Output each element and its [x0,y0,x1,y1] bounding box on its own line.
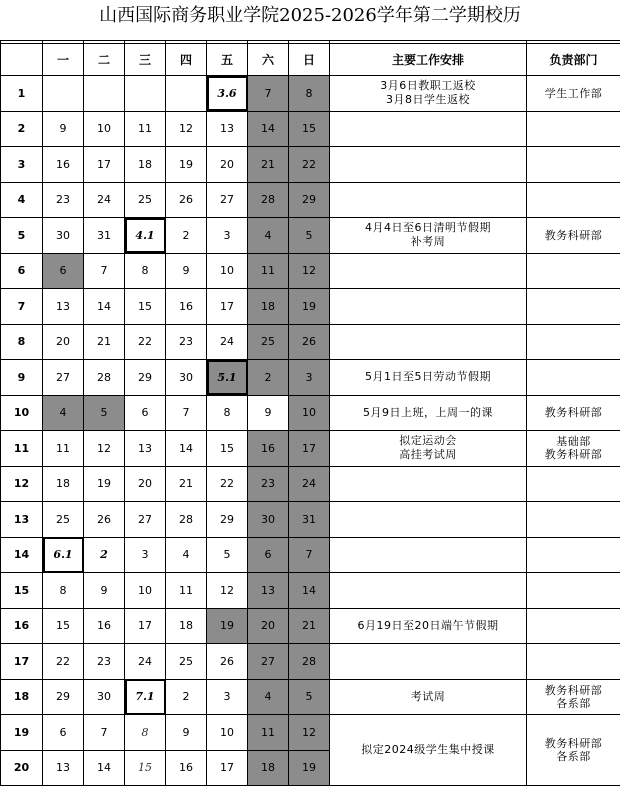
week-row [1,360,620,396]
day-cell-tue: 26 [84,502,125,538]
day-cell-thu: 7 [166,395,207,431]
day-cell-sat: 23 [248,466,289,502]
day-cell-wed [125,76,166,112]
department-cell [527,431,620,467]
day-cell-fri: 5 [207,537,248,573]
day-cell-mon: 25 [43,502,84,538]
day-cell-mon: 23 [43,182,84,218]
header-sat: 六 [248,44,289,76]
header-mon: 一 [43,44,84,76]
work-arrangement-cell [330,76,527,112]
day-cell-wed: 22 [125,324,166,360]
day-cell-thu: 16 [166,289,207,325]
department-cell [527,537,620,573]
day-cell-thu: 2 [166,679,207,715]
week-row [1,324,620,360]
day-cell-mon: 16 [43,147,84,183]
week-number: 4 [1,182,43,218]
day-cell-sun: 22 [289,147,330,183]
day-cell-thu: 12 [166,111,207,147]
week-number: 14 [1,537,43,573]
header-sun: 日 [289,44,330,76]
week-number: 2 [1,111,43,147]
day-cell-sun: 3 [289,360,330,396]
day-cell-fri: 13 [207,111,248,147]
day-cell-tue: 17 [84,147,125,183]
day-cell-fri: 24 [207,324,248,360]
day-cell-sun: 8 [289,76,330,112]
work-arrangement-cell [330,466,527,502]
day-cell-fri: 17 [207,750,248,786]
day-cell-sat: 13 [248,573,289,609]
calendar-title: 山西国际商务职业学院2025-2026学年第二学期校历 [0,0,620,31]
day-cell-fri: 3 [207,218,248,254]
day-cell-wed: 17 [125,608,166,644]
week-row [1,644,620,680]
day-cell-wed: 25 [125,182,166,218]
work-arrangement-cell [330,360,527,396]
day-cell-mon: 15 [43,608,84,644]
header-wed: 三 [125,44,166,76]
department-cell [527,395,620,431]
day-cell-sun: 5 [289,679,330,715]
week-number: 16 [1,608,43,644]
department-cell [527,76,620,112]
work-arrangement-cell [330,537,527,573]
day-cell-sat: 6 [248,537,289,573]
week-row [1,431,620,467]
week-row [1,608,620,644]
day-cell-fri: 12 [207,573,248,609]
work-arrangement-cell [330,218,527,254]
day-cell-mon: 13 [43,289,84,325]
day-cell-sun: 15 [289,111,330,147]
work-arrangement-cell [330,679,527,715]
week-row [1,573,620,609]
day-cell-thu: 14 [166,431,207,467]
day-cell-mon: 18 [43,466,84,502]
day-cell-sat: 14 [248,111,289,147]
day-cell-thu: 11 [166,573,207,609]
work-arrangement-cell [330,715,527,786]
week-row [1,715,620,751]
day-cell-thu: 4 [166,537,207,573]
day-cell-sat: 4 [248,218,289,254]
day-cell-wed: 8 [125,715,166,751]
day-cell-thu: 23 [166,324,207,360]
week-number: 19 [1,715,43,751]
day-cell-mon: 11 [43,431,84,467]
day-cell-mon: 9 [43,111,84,147]
day-cell-mon: 6 [43,715,84,751]
day-cell-tue: 10 [84,111,125,147]
day-cell-mon: 6.1 [43,537,84,573]
department-cell [527,253,620,289]
work-arrangement-cell [330,644,527,680]
day-cell-sat: 7 [248,76,289,112]
week-number: 1 [1,76,43,112]
day-cell-sun: 26 [289,324,330,360]
day-cell-fri: 8 [207,395,248,431]
day-cell-fri: 3 [207,679,248,715]
department-line: 教务科研部 [527,229,620,242]
day-cell-sun: 17 [289,431,330,467]
day-cell-thu: 25 [166,644,207,680]
day-cell-fri: 15 [207,431,248,467]
department-cell [527,679,620,715]
work-line: 拟定运动会 [330,434,526,448]
week-number: 18 [1,679,43,715]
work-arrangement-cell [330,289,527,325]
header-row [1,44,620,76]
day-cell-thu: 26 [166,182,207,218]
day-cell-wed: 27 [125,502,166,538]
day-cell-tue: 14 [84,289,125,325]
day-cell-mon: 4 [43,395,84,431]
department-cell [527,289,620,325]
department-line: 各系部 [527,697,620,710]
week-row [1,466,620,502]
work-line: 5月1日至5日劳动节假期 [330,370,526,384]
week-row [1,289,620,325]
department-line: 教务科研部 [527,684,620,697]
day-cell-fri: 20 [207,147,248,183]
day-cell-thu: 18 [166,608,207,644]
day-cell-tue: 24 [84,182,125,218]
day-cell-wed: 24 [125,644,166,680]
department-line: 教务科研部 [527,406,620,419]
day-cell-sun: 10 [289,395,330,431]
week-number: 9 [1,360,43,396]
week-number: 20 [1,750,43,786]
day-cell-tue: 9 [84,573,125,609]
week-row [1,111,620,147]
day-cell-sat: 9 [248,395,289,431]
work-line: 3月8日学生返校 [330,93,526,107]
work-line: 4月4日至6日清明节假期 [330,221,526,235]
work-arrangement-cell [330,253,527,289]
day-cell-sun: 21 [289,608,330,644]
work-arrangement-cell [330,431,527,467]
day-cell-sat: 18 [248,750,289,786]
day-cell-sat: 16 [248,431,289,467]
day-cell-sun: 31 [289,502,330,538]
work-line: 补考周 [330,235,526,249]
day-cell-sat: 30 [248,502,289,538]
work-arrangement-cell [330,324,527,360]
week-number: 3 [1,147,43,183]
department-cell [527,608,620,644]
day-cell-fri: 19 [207,608,248,644]
day-cell-sun: 14 [289,573,330,609]
day-cell-wed: 4.1 [125,218,166,254]
department-cell [527,324,620,360]
day-cell-thu: 19 [166,147,207,183]
week-row [1,182,620,218]
day-cell-fri: 5.1 [207,360,248,396]
day-cell-sun: 5 [289,218,330,254]
day-cell-wed: 18 [125,147,166,183]
department-cell [527,715,620,786]
work-line: 6月19日至20日端午节假期 [330,619,526,633]
header-work: 主要工作安排 [330,44,527,76]
day-cell-sat: 27 [248,644,289,680]
day-cell-wed: 3 [125,537,166,573]
day-cell-tue: 16 [84,608,125,644]
work-arrangement-cell [330,395,527,431]
week-row [1,502,620,538]
week-row [1,76,620,112]
day-cell-thu: 16 [166,750,207,786]
day-cell-fri: 29 [207,502,248,538]
day-cell-mon: 30 [43,218,84,254]
day-cell-tue: 30 [84,679,125,715]
day-cell-thu [166,76,207,112]
day-cell-thu: 2 [166,218,207,254]
day-cell-sat: 2 [248,360,289,396]
day-cell-sat: 11 [248,715,289,751]
department-cell [527,573,620,609]
day-cell-sun: 19 [289,289,330,325]
work-arrangement-cell [330,608,527,644]
day-cell-tue: 5 [84,395,125,431]
day-cell-tue: 14 [84,750,125,786]
department-line: 各系部 [527,750,620,763]
day-cell-tue: 19 [84,466,125,502]
department-cell [527,218,620,254]
week-number: 5 [1,218,43,254]
day-cell-sun: 19 [289,750,330,786]
day-cell-wed: 11 [125,111,166,147]
day-cell-sun: 29 [289,182,330,218]
day-cell-fri: 27 [207,182,248,218]
day-cell-tue: 12 [84,431,125,467]
week-row [1,253,620,289]
day-cell-wed: 7.1 [125,679,166,715]
work-arrangement-cell [330,573,527,609]
day-cell-mon: 8 [43,573,84,609]
department-cell [527,111,620,147]
day-cell-tue: 31 [84,218,125,254]
day-cell-thu: 28 [166,502,207,538]
week-number: 6 [1,253,43,289]
week-row [1,395,620,431]
day-cell-mon: 29 [43,679,84,715]
day-cell-wed: 6 [125,395,166,431]
week-number: 8 [1,324,43,360]
day-cell-mon: 6 [43,253,84,289]
department-cell [527,147,620,183]
day-cell-tue: 23 [84,644,125,680]
day-cell-sat: 20 [248,608,289,644]
day-cell-wed: 15 [125,750,166,786]
day-cell-thu: 9 [166,253,207,289]
week-number: 11 [1,431,43,467]
day-cell-wed: 10 [125,573,166,609]
week-row [1,147,620,183]
header-tue: 二 [84,44,125,76]
header-dept: 负责部门 [527,44,620,76]
work-line: 高挂考试周 [330,448,526,462]
week-number: 13 [1,502,43,538]
work-line: 拟定2024级学生集中授课 [330,743,526,757]
day-cell-sun: 12 [289,715,330,751]
day-cell-tue: 21 [84,324,125,360]
work-line: 3月6日教职工返校 [330,79,526,93]
department-line: 教务科研部 [527,737,620,750]
day-cell-sat: 18 [248,289,289,325]
week-number: 15 [1,573,43,609]
work-arrangement-cell [330,182,527,218]
work-arrangement-cell [330,502,527,538]
department-line: 基础部 [527,435,620,448]
header-week [1,44,43,76]
department-cell [527,360,620,396]
header-thu: 四 [166,44,207,76]
day-cell-sun: 12 [289,253,330,289]
week-number: 12 [1,466,43,502]
department-cell [527,644,620,680]
day-cell-sun: 7 [289,537,330,573]
day-cell-tue: 7 [84,253,125,289]
day-cell-fri: 10 [207,253,248,289]
day-cell-wed: 15 [125,289,166,325]
week-row [1,537,620,573]
day-cell-sat: 11 [248,253,289,289]
day-cell-thu: 21 [166,466,207,502]
day-cell-tue: 7 [84,715,125,751]
department-cell [527,502,620,538]
day-cell-wed: 29 [125,360,166,396]
work-line: 考试周 [330,690,526,704]
day-cell-sun: 24 [289,466,330,502]
department-line: 学生工作部 [527,87,620,100]
day-cell-fri: 3.6 [207,76,248,112]
day-cell-sat: 25 [248,324,289,360]
day-cell-fri: 10 [207,715,248,751]
day-cell-tue: 28 [84,360,125,396]
day-cell-mon [43,76,84,112]
day-cell-tue: 2 [84,537,125,573]
day-cell-tue [84,76,125,112]
day-cell-wed: 20 [125,466,166,502]
school-calendar-table [0,40,620,786]
day-cell-thu: 9 [166,715,207,751]
work-line: 5月9日上班，上周一的课 [330,406,526,420]
day-cell-sat: 28 [248,182,289,218]
week-row [1,679,620,715]
department-line: 教务科研部 [527,448,620,461]
day-cell-mon: 27 [43,360,84,396]
day-cell-fri: 26 [207,644,248,680]
week-number: 7 [1,289,43,325]
header-fri: 五 [207,44,248,76]
day-cell-sat: 21 [248,147,289,183]
day-cell-fri: 22 [207,466,248,502]
work-arrangement-cell [330,111,527,147]
day-cell-mon: 20 [43,324,84,360]
work-arrangement-cell [330,147,527,183]
department-cell [527,182,620,218]
department-cell [527,466,620,502]
day-cell-fri: 17 [207,289,248,325]
day-cell-thu: 30 [166,360,207,396]
day-cell-sat: 4 [248,679,289,715]
week-number: 17 [1,644,43,680]
week-row [1,218,620,254]
day-cell-wed: 13 [125,431,166,467]
day-cell-mon: 22 [43,644,84,680]
day-cell-mon: 13 [43,750,84,786]
day-cell-wed: 8 [125,253,166,289]
week-number: 10 [1,395,43,431]
day-cell-sun: 28 [289,644,330,680]
